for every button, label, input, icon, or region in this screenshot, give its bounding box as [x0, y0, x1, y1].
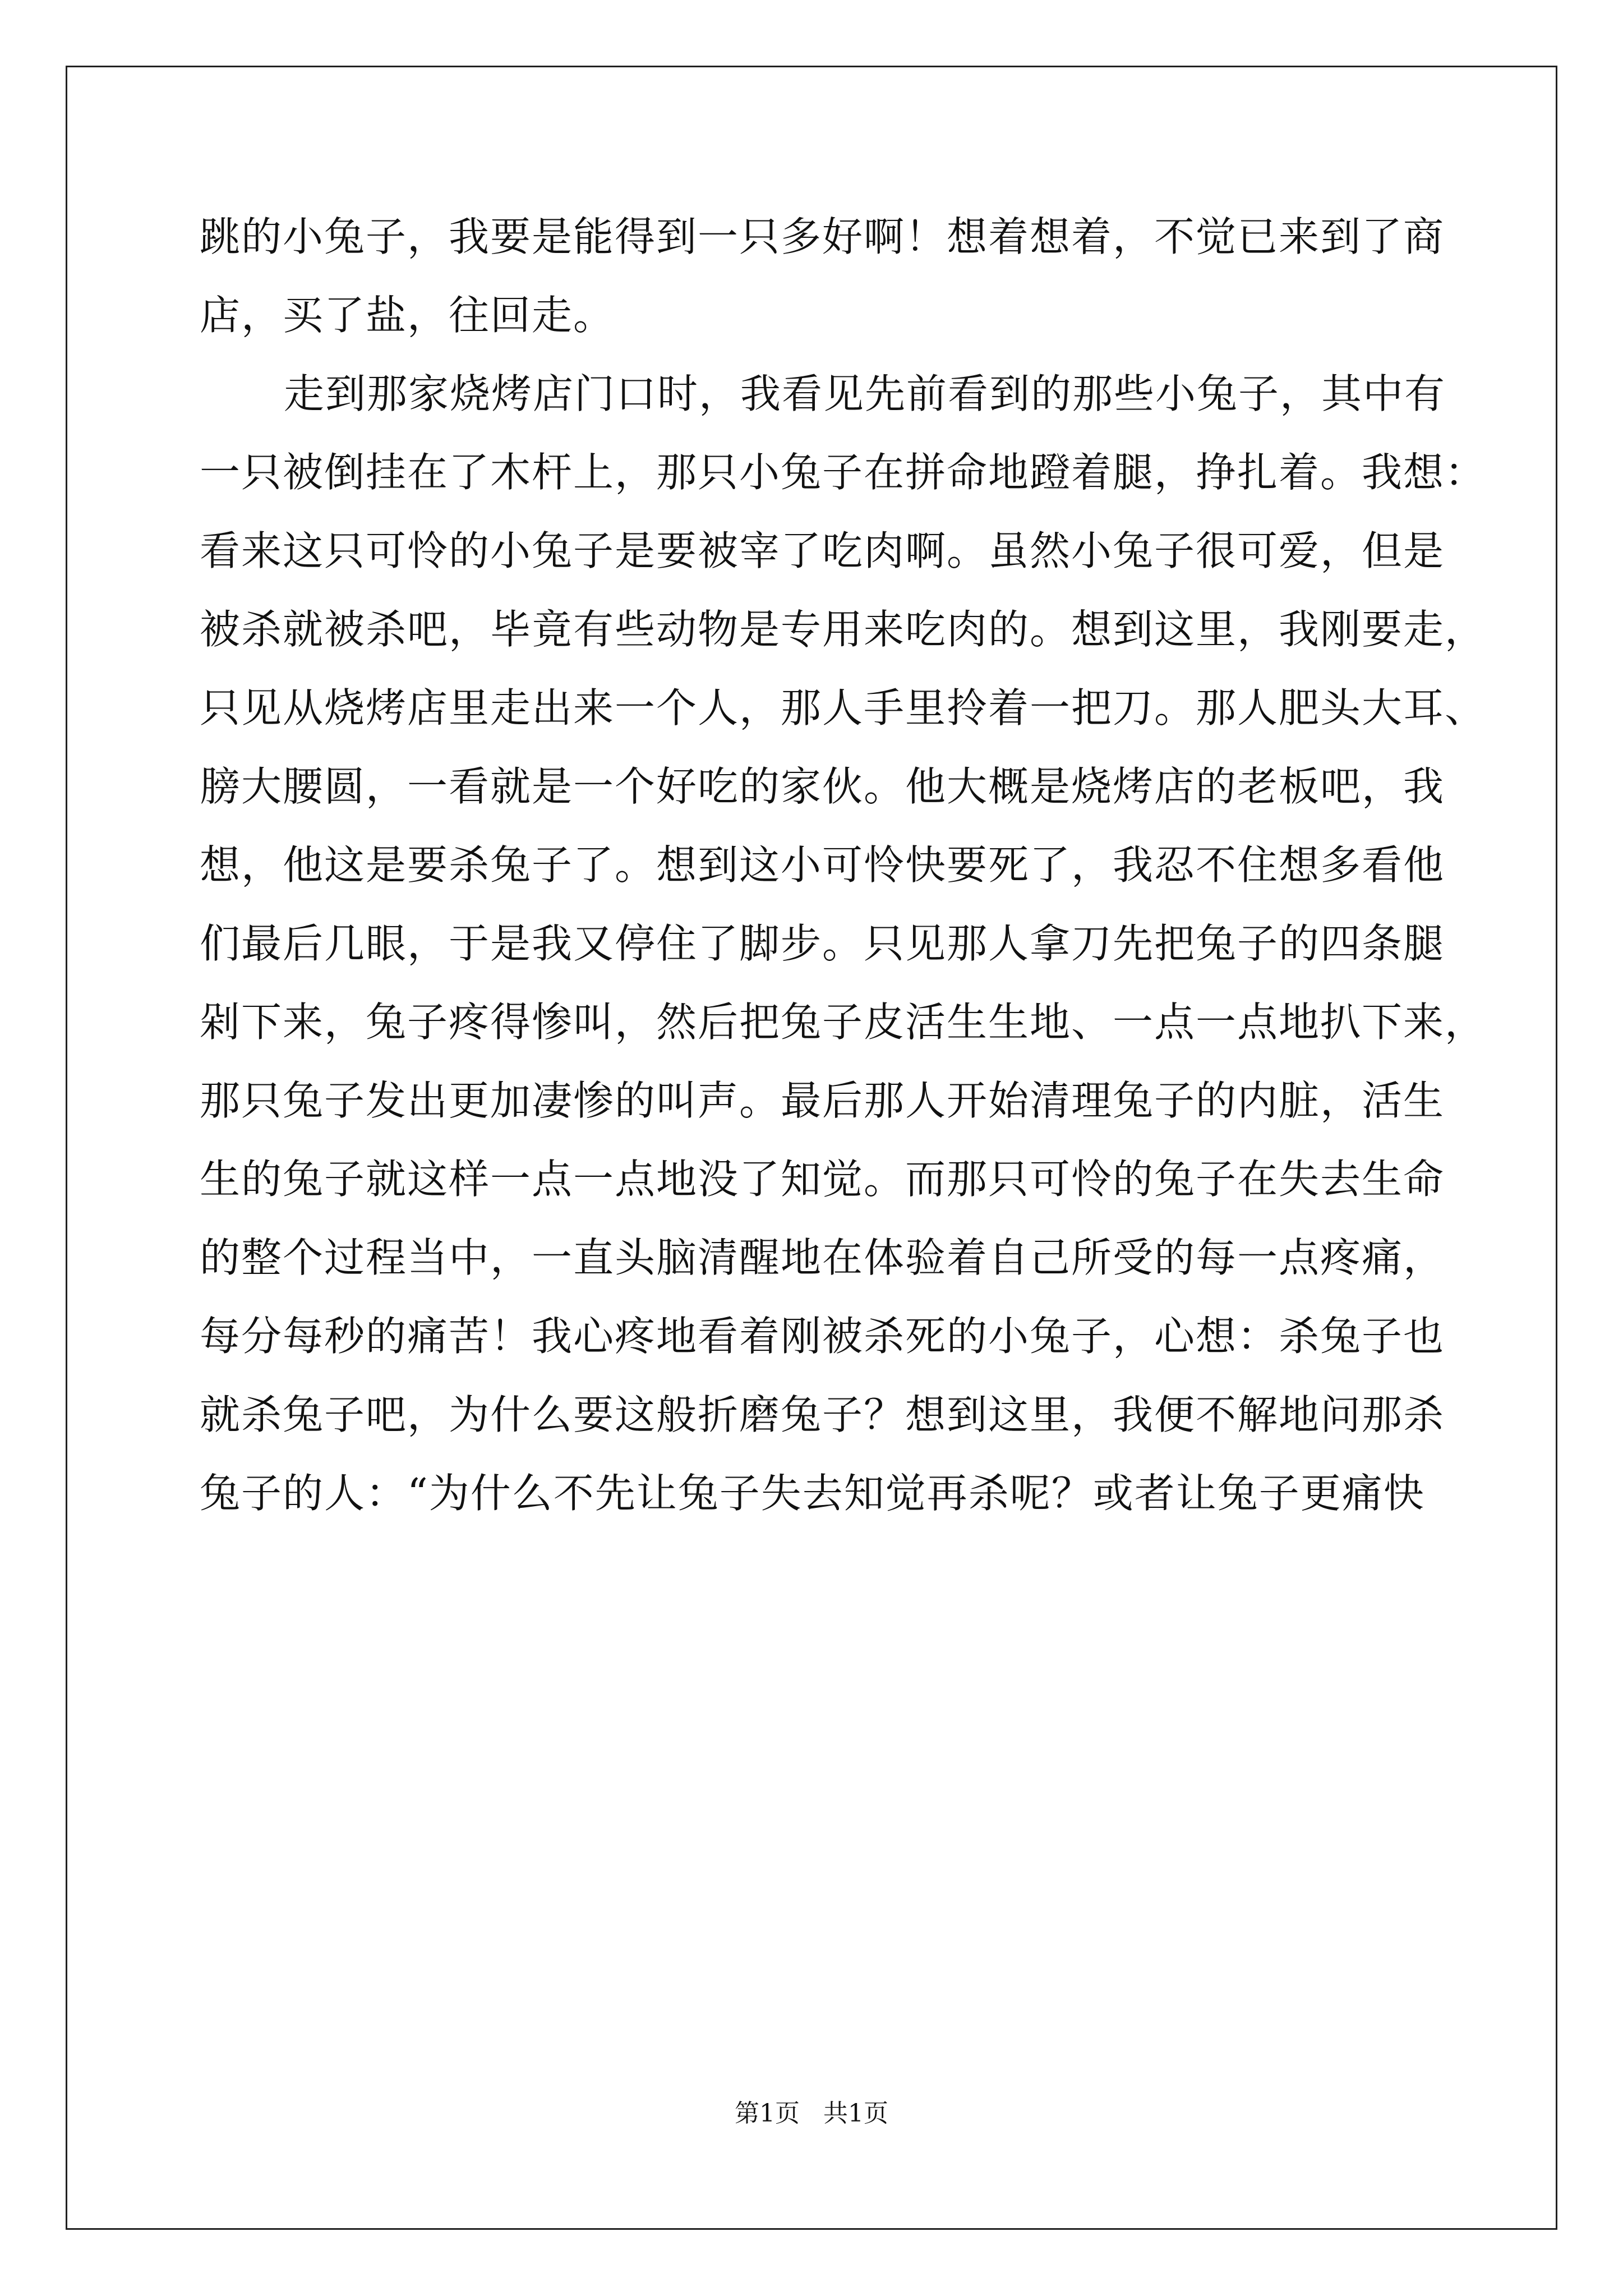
text-line: 兔子的人：“为什么不先让兔子失去知觉再杀呢？或者让兔子更痛快 [200, 1470, 1425, 1517]
text-line: 们最后几眼，于是我又停住了脚步。只见那人拿刀先把兔子的四条腿 [200, 920, 1445, 967]
text-line: 剁下来，兔子疼得惨叫，然后把兔子皮活生生地、一点一点地扒下来， [200, 999, 1487, 1046]
text-line: 的整个过程当中，一直头脑清醒地在体验着自己所受的每一点疼痛， [200, 1234, 1445, 1281]
text-line: 想，他这是要杀兔子了。想到这小可怜快要死了，我忍不住想多看他 [200, 841, 1445, 889]
text-line: 跳的小兔子，我要是能得到一只多好啊！想着想着，不觉已来到了商 [200, 213, 1445, 260]
text-line: 膀大腰圆，一看就是一个好吃的家伙。他大概是烧烤店的老板吧，我 [200, 763, 1445, 810]
text-line: 那只兔子发出更加凄惨的叫声。最后那人开始清理兔子的内脏，活生 [200, 1077, 1445, 1124]
document-body [200, 197, 1487, 1533]
text-line: 被杀就被杀吧，毕竟有些动物是专用来吃肉的。想到这里，我刚要走， [200, 606, 1487, 653]
page-number-footer: 第1页 共1页 [735, 2099, 888, 2128]
text-line: 每分每秒的痛苦！我心疼地看着刚被杀死的小兔子，心想：杀兔子也 [200, 1313, 1445, 1360]
text-line: 只见从烧烤店里走出来一个人，那人手里拎着一把刀。那人肥头大耳、 [200, 684, 1487, 731]
text-line: 走到那家烧烤店门口时，我看见先前看到的那些小兔子，其中有 [284, 370, 1446, 417]
text-line: 就杀兔子吧，为什么要这般折磨兔子？想到这里，我便不解地问那杀 [200, 1391, 1445, 1438]
text-line: 店，买了盐，往回走。 [200, 292, 615, 339]
text-line: 看来这只可怜的小兔子是要被宰了吃肉啊。虽然小兔子很可爱，但是 [200, 527, 1445, 574]
text-line: 生的兔子就这样一点一点地没了知觉。而那只可怜的兔子在失去生命 [200, 1156, 1445, 1203]
text-line: 一只被倒挂在了木杆上，那只小兔子在拼命地蹬着腿，挣扎着。我想： [200, 449, 1487, 496]
